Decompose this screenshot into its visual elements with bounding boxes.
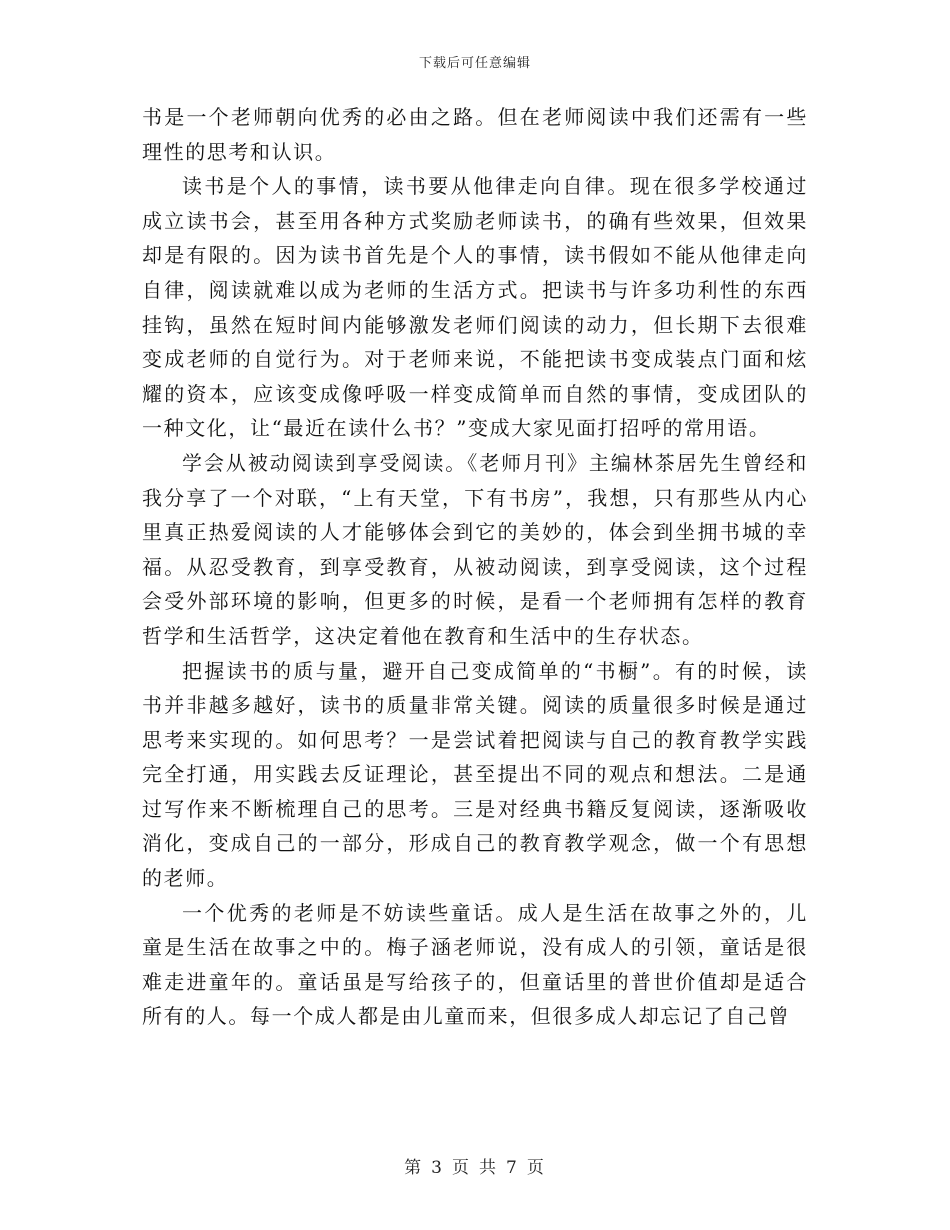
paragraph-fairy-tales: 一个优秀的老师是不妨读些童话。成人是生活在故事之外的，儿童是生活在故事之中的。梅子涵老师说，没有成人的引领，童话是很难走进童年的。童话虽是写给孩子的，但童话里的普世价值却是适合所有的人。每一个成人都是由儿童而来，但很多成人却忘记了自己曾 [142, 900, 808, 1029]
footer-current-page: 3 [431, 1158, 444, 1178]
paragraph-quality-quantity: 把握读书的质与量，避开自己变成简单的“书橱”。有的时候，读书并非越多越好，读书的质量非常关键。阅读的质量很多时候是通过思考来实现的。如何思考？一是尝试着把阅读与自己的教育教学实践完全打通，用实践去反证理论，甚至提出不同的观点和想法。二是通过写作来不断梳理自己的思考。三是对经典书籍反复阅读，逐渐吸收消化，变成自己的一部分，形成自己的教育教学观念，做一个有思想的老师。 [142, 658, 808, 891]
paragraph-continuation: 书是一个老师朝向优秀的必由之路。但在老师阅读中我们还需有一些理性的思考和认识。 [142, 105, 808, 164]
footer-page-word: 页 [452, 1158, 471, 1178]
footer-total-word: 共 [479, 1158, 498, 1178]
footer-suffix: 页 [526, 1158, 546, 1178]
page-header: 下载后可任意编辑 [418, 56, 531, 71]
document-body [142, 100, 808, 1034]
paragraph-enjoy-reading: 学会从被动阅读到享受阅读。《老师月刊》主编林茶居先生曾经和我分享了一个对联，“上有天堂，下有书房”，我想，只有那些从内心里真正热爱阅读的人才能够体会到它的美妙的，体会到坐拥书城的幸福。从忍受教育，到享受教育，从被动阅读，到享受阅读，这个过程会受外部环境的影响，但更多的时候，是看一个老师拥有怎样的教育哲学和生活哲学，这决定着他在教育和生活中的生存状态。 [142, 450, 808, 648]
paragraph-reading-self-discipline: 读书是个人的事情，读书要从他律走向自律。现在很多学校通过成立读书会，甚至用各种方式奖励老师读书，的确有些效果，但效果却是有限的。因为读书首先是个人的事情，读书假如不能从他律走向自律，阅读就难以成为老师的生活方式。把读书与许多功利性的东西挂钩，虽然在短时间内能够激发老师们阅读的动力，但长期下去很难变成老师的自觉行为。对于老师来说，不能把读书变成装点门面和炫耀的资本，应该变成像呼吸一样变成简单而自然的事情，变成团队的一种文化，让“最近在读什么书？”变成大家见面打招呼的常用语。 [142, 174, 808, 441]
footer-prefix: 第 [404, 1158, 424, 1178]
footer-total-pages: 7 [506, 1158, 519, 1178]
page-footer [0, 1153, 950, 1178]
